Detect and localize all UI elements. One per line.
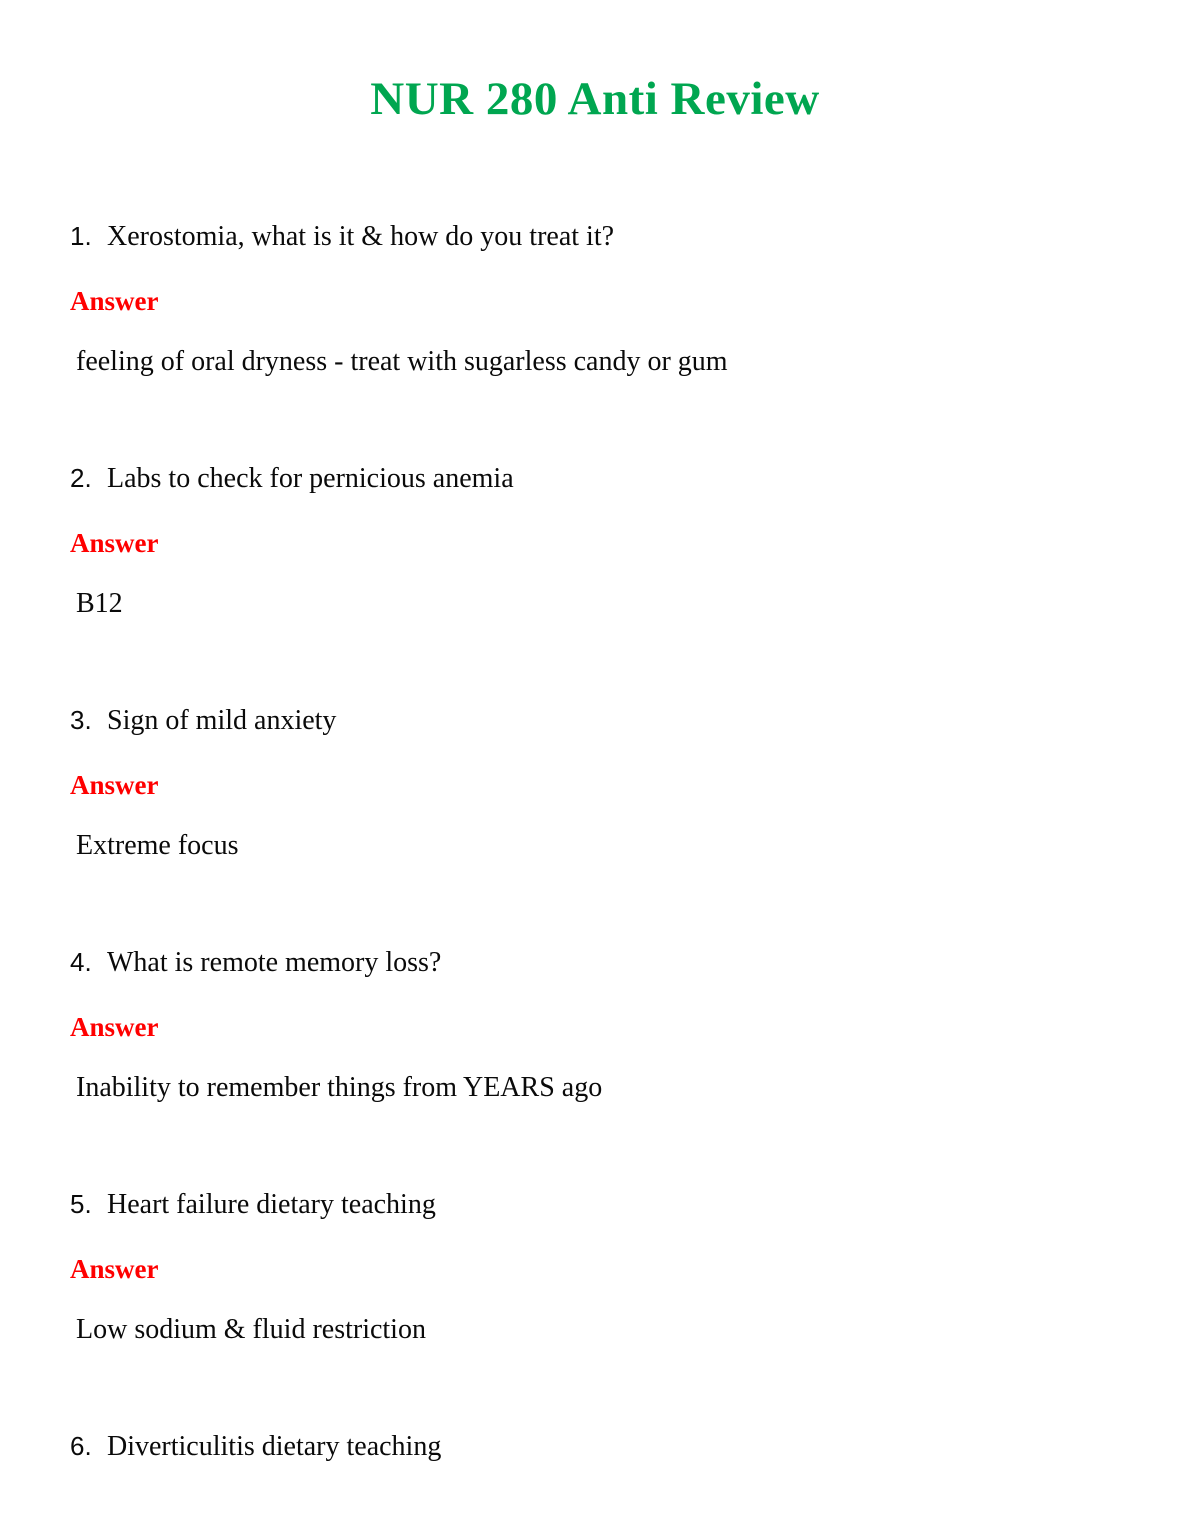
question-line [70,218,1130,255]
question-number: 6. [70,1431,92,1462]
qa-block [70,460,1130,702]
question-text: Labs to check for pernicious anemia [107,463,514,495]
question-line [70,944,1130,981]
answer-label: Answer [70,1012,159,1043]
answer-label: Answer [70,770,159,801]
question-number: 2. [70,463,92,494]
question-line [70,460,1130,497]
question-number: 4. [70,947,92,978]
question-line [70,1186,1130,1223]
question-text: Diverticulitis dietary teaching [107,1431,442,1463]
qa-block [70,1186,1130,1428]
question-number: 5. [70,1189,92,1220]
page-title: NUR 280 Anti Review [370,73,820,125]
question-text: Heart failure dietary teaching [107,1189,436,1221]
qa-block [70,944,1130,1186]
question-line [70,1428,1130,1465]
question-text: Xerostomia, what is it & how do you treat it? [107,221,615,253]
answer-text: B12 [76,588,123,620]
answer-text: Low sodium & fluid restriction [76,1314,426,1346]
answer-text: Extreme focus [76,830,239,862]
answer-label: Answer [70,286,159,317]
answer-label: Answer [70,528,159,559]
answer-text: Inability to remember things from YEARS ago [76,1072,603,1104]
qa-block [70,1428,1130,1540]
question-line [70,702,1130,739]
answer-text: feeling of oral dryness - treat with sugarless candy or gum [76,346,728,378]
question-list [70,218,1130,1540]
question-text: Sign of mild anxiety [107,705,337,737]
answer-label: Answer [70,1254,159,1285]
question-number: 3. [70,705,92,736]
qa-block [70,702,1130,944]
question-text: What is remote memory loss? [107,947,442,979]
question-number: 1. [70,221,92,252]
qa-block [70,218,1130,460]
